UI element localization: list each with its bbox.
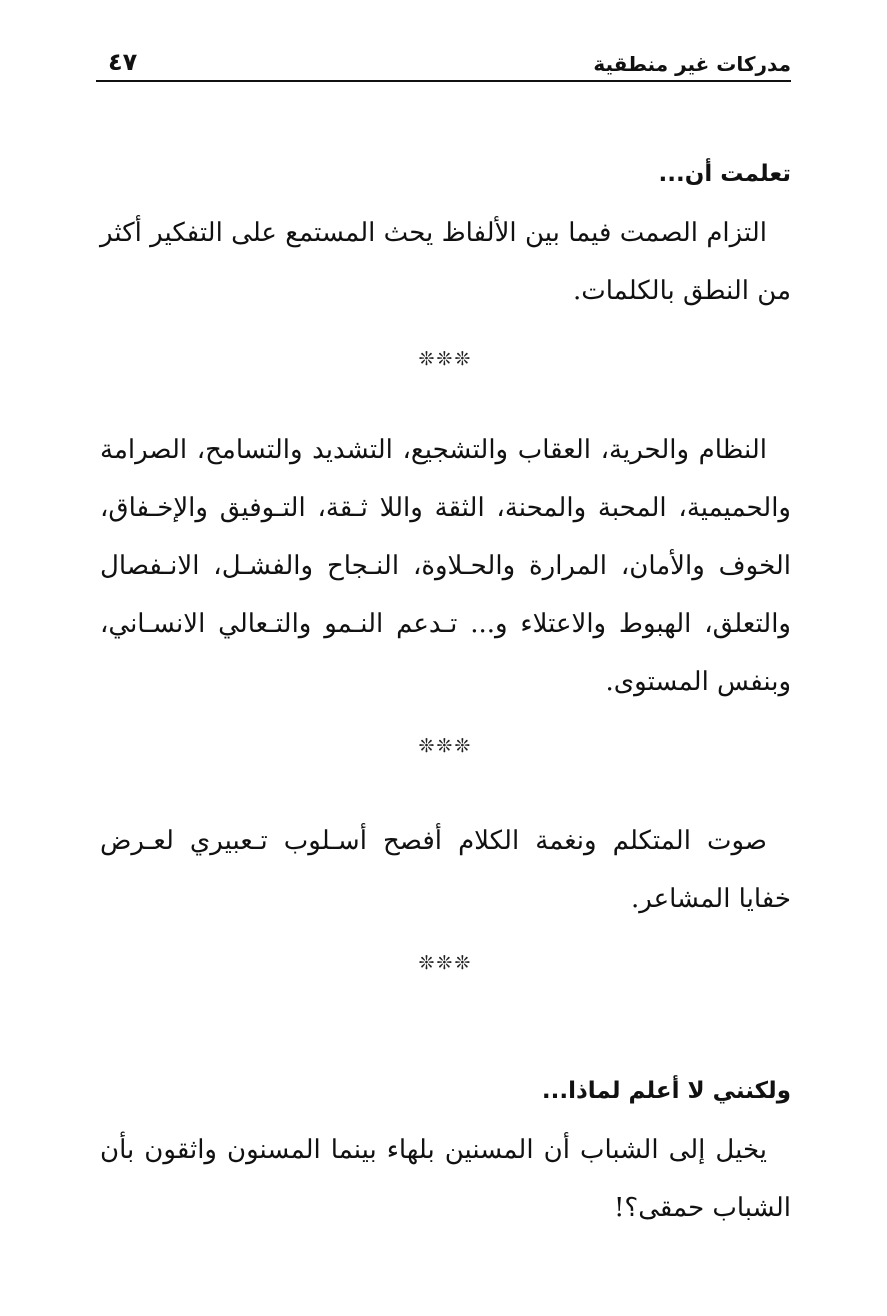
section-heading-but-i-dont-know: ولكنني لا أعلم لماذا... <box>541 1077 791 1104</box>
paragraph-opposites: النظام والحرية، العقاب والتشجيع، التشديد والتسامح، الصرامة والحميمية، المحبة والمحنة، الثقة واللا ثـقة، التـوفيق والإخـفاق، الخوف والأمان، المرارة والحـلاوة، النـجاح والفشـل، الانـفصال والتعلق، الهبوط والاعتلاء و... تـدعم النـمو والتـعالي الانسـاني، وبنفس المستوى. <box>100 434 791 697</box>
section-heading-learned: تعلمت أن... <box>658 161 791 187</box>
paragraph-youth-elderly: يخيل إلى الشباب أن المسنين بلهاء بينما المسنون واثقون بأن الشباب حمقى؟! <box>100 1134 791 1223</box>
running-header-title: مدركات غير منطقية <box>593 52 791 76</box>
page-content <box>100 160 791 1237</box>
paragraph-silence: التزام الصمت فيما بين الألفاظ يحث المستمع على التفكير أكثر من النطق بالكلمات. <box>100 217 791 306</box>
section-separator: ❊❊❊ <box>418 347 473 370</box>
section-separator: ❊❊❊ <box>418 734 473 757</box>
page-number: ٤٧ <box>108 48 138 76</box>
paragraph-voice: صوت المتكلم ونغمة الكلام أفصح أسـلوب تـعبيري لعـرض خفايا المشاعر. <box>100 825 791 914</box>
running-header <box>96 38 791 82</box>
section-separator: ❊❊❊ <box>418 951 473 974</box>
